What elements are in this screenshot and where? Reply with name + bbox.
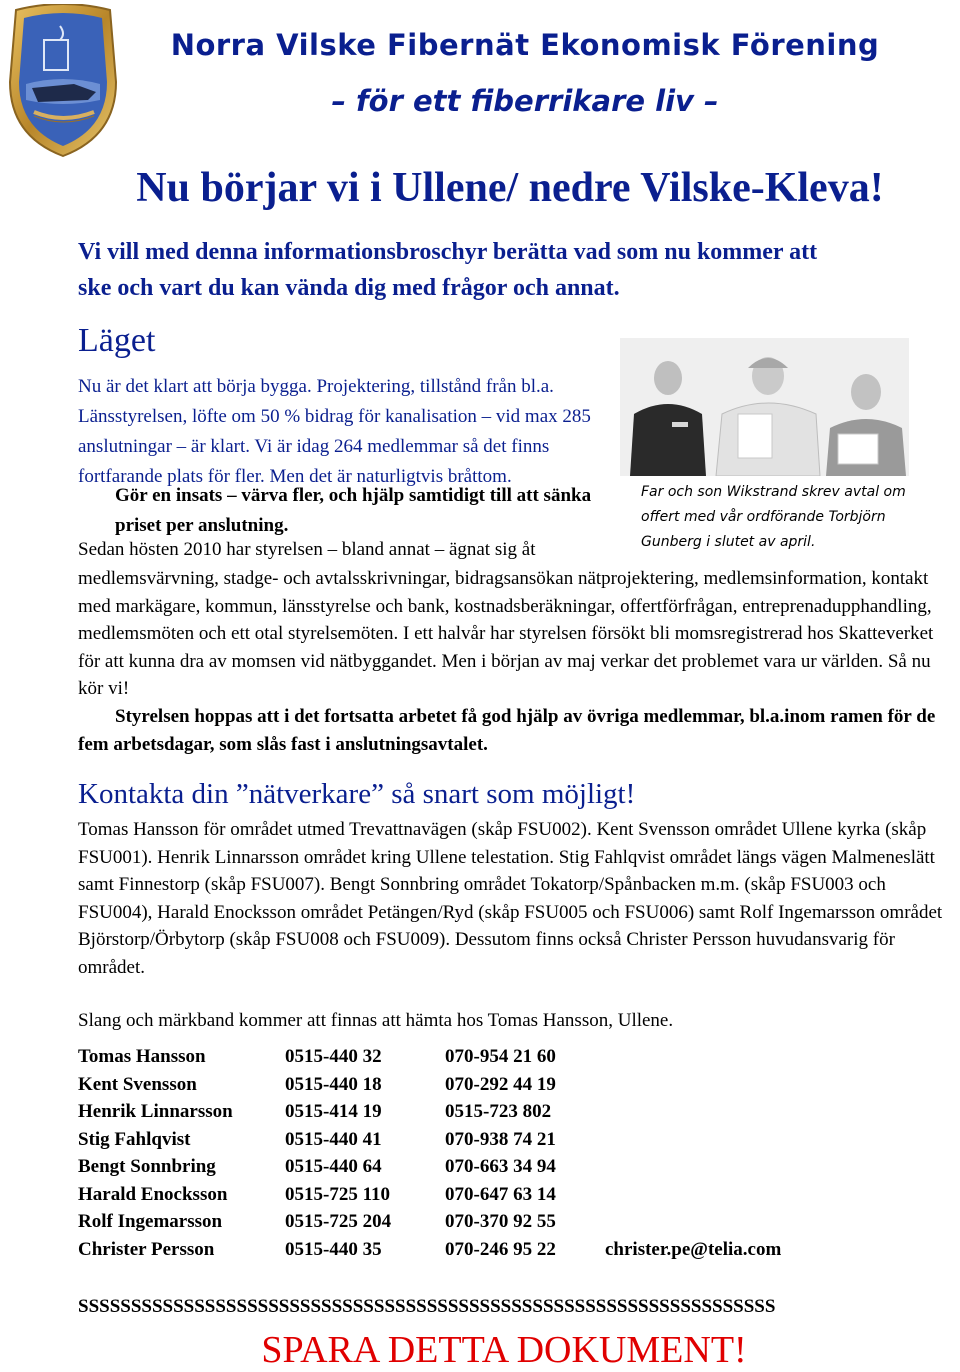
contact-phone: 0515-725 110 — [285, 1183, 391, 1205]
contact-name: Rolf Ingemarsson — [78, 1211, 223, 1232]
save-document-notice: SPARA DETTA DOKUMENT! — [261, 1329, 747, 1371]
pickup-notice: Slang och märkband kommer att finnas att hämta hos Tomas Hansson, Ullene. — [78, 1010, 674, 1031]
contact-mobile: 070-663 34 94 — [445, 1156, 556, 1177]
association-logo — [4, 4, 122, 160]
organization-name: Norra Vilske Fibernät Ekonomisk Förening — [170, 28, 880, 62]
contact-mobile: 070-292 44 19 — [445, 1073, 556, 1095]
contact-name: Henrik Linnarsson — [78, 1101, 233, 1122]
section-heading-laget: Läget — [78, 322, 156, 359]
contact-heading: Kontakta din ”nätverkare” så snart som möjligt! — [78, 778, 636, 810]
contact-name: Kent Svensson — [78, 1073, 197, 1095]
contact-phone: 0515-440 64 — [285, 1156, 382, 1177]
contact-name: Bengt Sonnbring — [78, 1156, 216, 1177]
board-activity-paragraph: medlemsvärvning, stadge- och avtalsskrivningar, bidragsansökan nätprojektering, medlemsinformation, kontakt med markägare, kommun, länsstyrelse och bank, kostnadsberäkningar, offertförfrågan, entreprenadupphandling, medlemsmöten och ett otal styrelsemöten. I ett halvår har styrelsen försökt bli momsregistrerad hos Skatteverket för att kunna dra av momsen vid nätbyggandet. Men i början av maj verkar det problemet vara ur världen. Så nu kör vi! — [78, 568, 934, 699]
photo-caption: Far och son Wikstrand skrev avtal om offert med vår ordförande Torbjörn Gunberg i slutet av april. — [641, 484, 906, 550]
intro-paragraph: Vi vill med denna informationsbroschyr berätta vad som nu kommer att ske och vart du kan vända dig med frågor och annat. — [78, 239, 818, 301]
contact-phone: 0515-440 32 — [285, 1046, 382, 1067]
workday-paragraph: Styrelsen hoppas att i det fortsatta arbetet få god hjälp av övriga medlemmar, bl.a.inom ramen för de fem arbetsdagar, som slås fast i anslutningsavtalet. — [78, 706, 936, 755]
contact-mobile: 0515-723 802 — [445, 1101, 552, 1122]
contact-name: Stig Fahlqvist — [78, 1128, 191, 1150]
contact-name: Christer Persson — [78, 1238, 215, 1260]
contact-name: Harald Enocksson — [78, 1183, 228, 1205]
organization-tagline: – för ett fiberrikare liv – — [331, 84, 719, 118]
contact-mobile: 070-246 95 22 — [445, 1238, 556, 1260]
page-title: Nu börjar vi i Ullene/ nedre Vilske-Kleva! — [136, 165, 884, 211]
contact-phone: 0515-725 204 — [285, 1211, 392, 1232]
contact-name: Tomas Hansson — [78, 1046, 206, 1067]
contact-mobile: 070-954 21 60 — [445, 1046, 556, 1067]
contact-phone: 0515-440 41 — [285, 1128, 382, 1150]
contact-phone: 0515-440 18 — [285, 1073, 382, 1095]
recruit-callout: Gör en insats – värva fler, och hjälp samtidigt till att sänka priset per anslutning. — [115, 485, 592, 536]
contact-phone: 0515-440 35 — [285, 1238, 382, 1260]
board-activity-intro: Sedan hösten 2010 har styrelsen – bland annat – ägnat sig åt — [78, 539, 536, 560]
contact-mobile: 070-370 92 55 — [445, 1211, 556, 1232]
contact-phone: 0515-414 19 — [285, 1101, 382, 1122]
contact-email: christer.pe@telia.com — [605, 1238, 782, 1260]
contact-paragraph: Tomas Hansson för området utmed Trevattnavägen (skåp FSU002). Kent Svensson området Ullene kyrka (skåp FSU001). Henrik Linnarsson området kring Ullene telestation. Stig Fahlqvist området längs vägen Malmeneslätt samt Finnestorp (skåp FSU007). Bengt Sonnbring området Tokatorp/Spånbacken m.m. (skåp FSU003 och FSU004), Harald Enocksson området Petängen/Ryd (skåp FSU005 och FSU006) samt Rolf Ingemarsson området Björstorp/Örbytorp (skåp FSU008 och FSU009). Dessutom finns också Christer Persson huvudansvarig för området. — [78, 819, 943, 978]
contact-mobile: 070-938 74 21 — [445, 1128, 556, 1150]
separator-line: SSSSSSSSSSSSSSSSSSSSSSSSSSSSSSSSSSSSSSSSSSSSSSSSSSSSSSSSSSSSSSSSSS — [78, 1296, 776, 1317]
status-paragraph: Nu är det klart att börja bygga. Projektering, tillstånd från bl.a. Länsstyrelsen, löfte om 50 % bidrag för kanalisation – vid max 285 anslutningar – är klart. Vi är idag 264 medlemmar så det finns fortfarande plats för fler. Men det är naturligtvis bråttom. — [78, 376, 591, 487]
signing-photo — [620, 338, 909, 476]
contact-mobile: 070-647 63 14 — [445, 1183, 556, 1205]
